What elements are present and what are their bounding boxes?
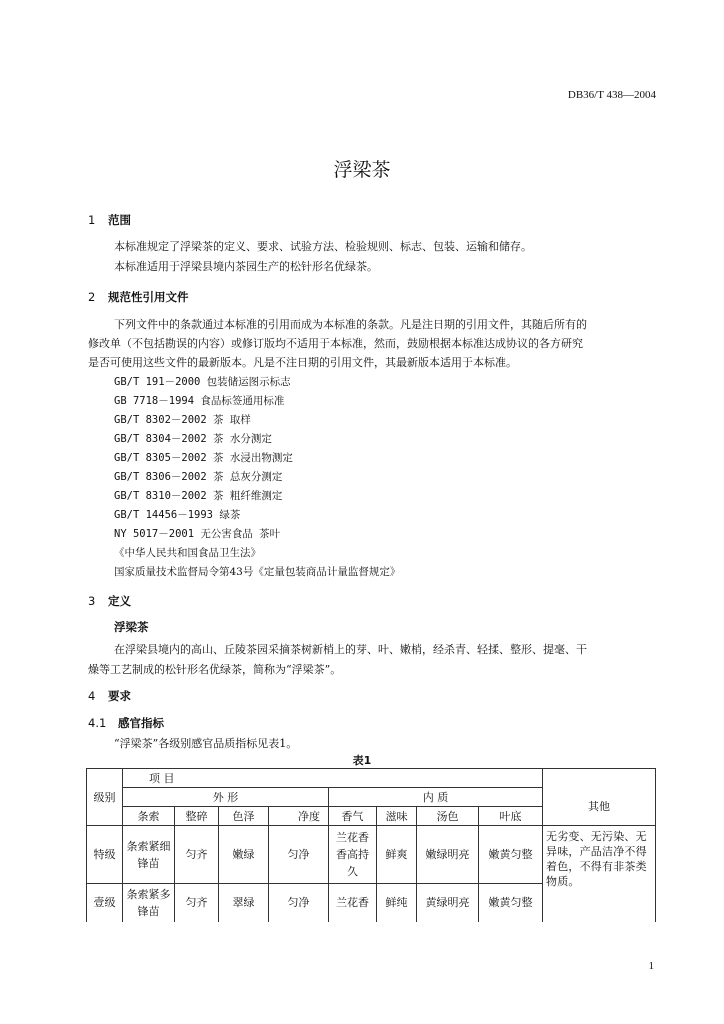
section-3-heading <box>88 593 131 609</box>
section-title: 规范性引用文件 <box>108 290 189 304</box>
reference-item: GB 7718－1994 食品标签通用标准 <box>114 395 285 407</box>
section-2-heading <box>88 289 189 305</box>
table-cell: 条索紧细锋苗 <box>123 826 175 884</box>
level-cell: 壹级 <box>87 884 123 922</box>
header-item: 项 目 <box>123 769 543 788</box>
subheader: 色泽 <box>219 807 269 826</box>
section-4-heading <box>88 688 131 704</box>
paragraph-line: 是否可使用这些文件的最新版本。凡是不注日期的引用文件，其最新版本适用于本标准。 <box>88 356 517 369</box>
section-number: 3 <box>88 594 96 608</box>
page-number: 1 <box>648 960 654 972</box>
reference-item: GB/T 191－2000 包装储运图示标志 <box>114 376 291 388</box>
table-cell: 嫩黄匀整 <box>479 826 543 884</box>
reference-item: GB/T 8304－2002 茶 水分测定 <box>114 433 272 445</box>
header-other: 其他 <box>543 788 656 826</box>
section-number: 4.1 <box>88 716 107 730</box>
table-cell: 嫩绿明亮 <box>417 826 479 884</box>
subheader: 叶底 <box>479 807 543 826</box>
section-title: 感官指标 <box>118 716 164 730</box>
table-cell: 嫩绿 <box>219 826 269 884</box>
table-row <box>87 826 656 884</box>
subheader: 整碎 <box>175 807 219 826</box>
document-title: 浮梁茶 <box>333 159 391 181</box>
table-cell: 匀齐 <box>175 826 219 884</box>
header-level: 级别 <box>87 769 123 826</box>
level-cell: 特级 <box>87 826 123 884</box>
subheader: 滋味 <box>377 807 417 826</box>
reference-item: GB/T 14456－1993 绿茶 <box>114 509 241 521</box>
paragraph-line: 修改单（不包括勘误的内容）或修订版均不适用于本标准，然而，鼓励根据本标准达成协议的各方研究 <box>88 337 583 350</box>
reference-item: 国家质量技术监督局令第43号《定量包装商品计量监督规定》 <box>114 566 401 578</box>
subheader: 香气 <box>329 807 377 826</box>
paragraph: “浮梁茶”各级别感官品质指标见表1。 <box>114 737 298 750</box>
grade-table <box>86 768 656 922</box>
subheader: 汤色 <box>417 807 479 826</box>
reference-item: GB/T 8305－2002 茶 水浸出物测定 <box>114 452 293 464</box>
other-requirements: 无劣变、无污染、无异味，产品洁净不得着色，不得有非茶类物质。 <box>543 826 656 922</box>
subheader: 净度 <box>269 807 329 826</box>
table-cell: 匀净 <box>269 884 329 922</box>
table-cell: 黄绿明亮 <box>417 884 479 922</box>
reference-item: GB/T 8306－2002 茶 总灰分测定 <box>114 471 283 483</box>
section-title: 范围 <box>108 213 131 227</box>
table-cell: 鲜爽 <box>377 826 417 884</box>
section-title: 要求 <box>108 689 131 703</box>
reference-item: GB/T 8302－2002 茶 取样 <box>114 414 251 426</box>
section-number: 2 <box>88 290 96 304</box>
paragraph-line: 下列文件中的条款通过本标准的引用而成为本标准的条款。凡是注日期的引用文件，其随后所有的 <box>114 318 587 331</box>
table-caption: 表1 <box>352 754 372 767</box>
definition-line: 在浮梁县境内的高山、丘陵茶园采摘茶树新梢上的芽、叶、嫩梢，经杀青、轻揉、整形、提毫、干 <box>114 643 587 656</box>
section-title: 定义 <box>108 594 131 608</box>
term-heading: 浮梁茶 <box>114 620 149 634</box>
reference-item: GB/T 8310－2002 茶 粗纤维测定 <box>114 490 283 502</box>
definition-line: 燥等工艺制成的松针形名优绿茶，简称为“浮梁茶”。 <box>88 663 342 676</box>
standard-code: DB36/T 438—2004 <box>567 89 656 101</box>
table-cell: 嫩黄匀整 <box>479 884 543 922</box>
header-other-top <box>543 769 656 788</box>
reference-item: 《中华人民共和国食品卫生法》 <box>114 547 261 559</box>
header-quality: 内 质 <box>329 788 543 807</box>
table-cell: 翠绿 <box>219 884 269 922</box>
table-cell: 匀齐 <box>175 884 219 922</box>
section-number: 4 <box>88 689 96 703</box>
reference-item: NY 5017－2001 无公害食品 茶叶 <box>114 528 281 540</box>
table-cell: 兰花香香高持久 <box>329 826 377 884</box>
table-cell: 条索紧多锋苗 <box>123 884 175 922</box>
paragraph: 本标准适用于浮梁县境内茶园生产的松针形名优绿茶。 <box>114 260 378 273</box>
section-1-heading <box>88 212 131 228</box>
header-appearance: 外 形 <box>123 788 329 807</box>
table-cell: 匀净 <box>269 826 329 884</box>
section-4-1-heading <box>88 715 164 731</box>
section-number: 1 <box>88 213 96 227</box>
subheader: 条索 <box>123 807 175 826</box>
table-cell: 鲜纯 <box>377 884 417 922</box>
paragraph: 本标准规定了浮梁茶的定义、要求、试验方法、检验规则、标志、包装、运输和储存。 <box>114 240 532 253</box>
table-cell: 兰花香 <box>329 884 377 922</box>
